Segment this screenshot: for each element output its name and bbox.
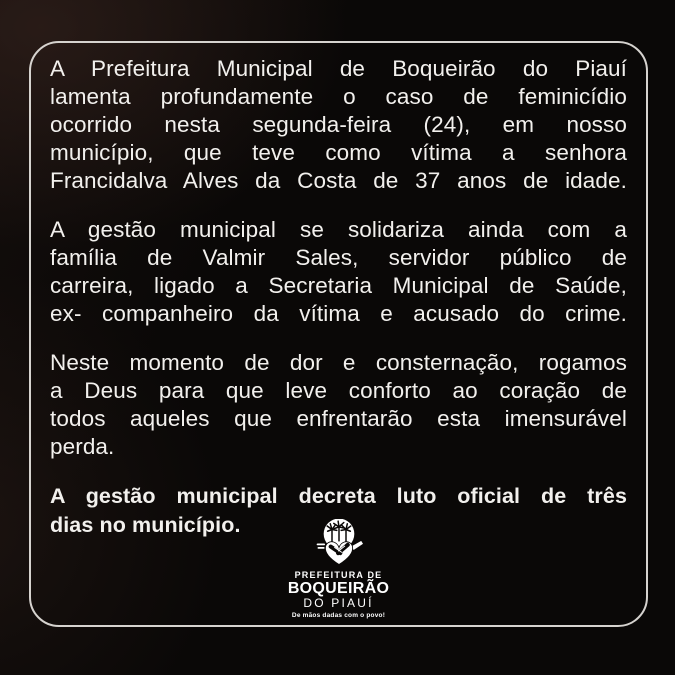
text-line: família de Valmir Sales, servidor público de [50, 245, 627, 270]
logo-do-piaui: DO PIAUÍ [303, 596, 374, 610]
announcement-text [50, 55, 627, 540]
text-line: A gestão municipal decreta luto oficial de três [50, 484, 627, 508]
palm-trees-handshake-heart-icon [311, 519, 367, 568]
text-line: ex- companheiro da vítima e acusado do crime. [50, 301, 627, 326]
text-line: Neste momento de dor e consternação, rogamos [50, 350, 627, 375]
text-line: todos aqueles que enfrentarão esta imensurável [50, 406, 627, 431]
text-line: Francidalva Alves da Costa de 37 anos de idade. [50, 168, 627, 193]
paragraph [50, 55, 627, 195]
paragraph [50, 216, 627, 328]
text-line: perda. [50, 434, 115, 459]
text-line: município, que teve como vítima a senhora [50, 140, 627, 165]
logo [31, 519, 646, 620]
logo-prefeitura-de: PREFEITURA DE [294, 570, 383, 580]
text-line: carreira, ligado a Secretaria Municipal de Saúde, [50, 273, 627, 298]
paragraph [50, 349, 627, 461]
text-line: A Prefeitura Municipal de Boqueirão do Piauí [50, 56, 627, 81]
text-line: dias no município. [50, 513, 241, 537]
text-line: A gestão municipal se solidariza ainda com a [50, 217, 627, 242]
text-line: lamenta profundamente o caso de feminicídio [50, 84, 627, 109]
text-line: a Deus para que leve conforto ao coração de [50, 378, 627, 403]
announcement-card [29, 41, 648, 627]
logo-tagline: De mãos dadas com o povo! [291, 612, 386, 619]
logo-boqueirao: BOQUEIRÃO [287, 580, 390, 597]
text-line: ocorrido nesta segunda-feira (24), em nosso [50, 112, 627, 137]
